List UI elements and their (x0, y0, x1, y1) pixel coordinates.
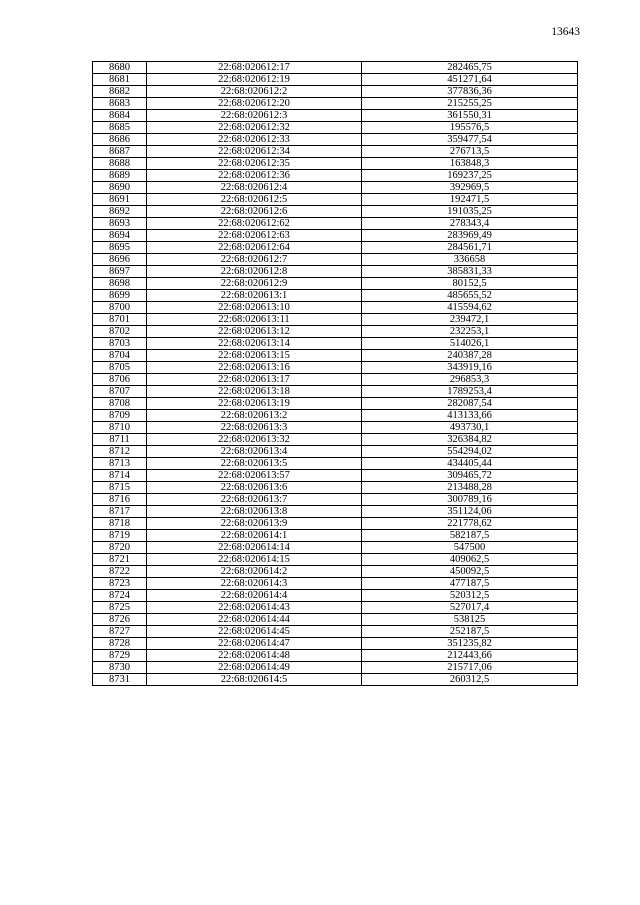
table-row (93, 218, 578, 230)
cadastral-number-cell: 22:68:020612:6 (147, 206, 362, 218)
row-number-cell: 8693 (93, 218, 147, 230)
value-cell: 413133,66 (362, 410, 578, 422)
value-cell: 239472,1 (362, 314, 578, 326)
table-row (93, 590, 578, 602)
value-cell: 485655,52 (362, 290, 578, 302)
value-cell: 192471,5 (362, 194, 578, 206)
value-cell: 282465,75 (362, 62, 578, 74)
row-number-cell: 8702 (93, 326, 147, 338)
table-row (93, 158, 578, 170)
cadastral-number-cell: 22:68:020612:8 (147, 266, 362, 278)
value-cell: 409062,5 (362, 554, 578, 566)
row-number-cell: 8692 (93, 206, 147, 218)
table-row (93, 470, 578, 482)
row-number-cell: 8694 (93, 230, 147, 242)
value-cell: 582187,5 (362, 530, 578, 542)
cadastral-number-cell: 22:68:020613:4 (147, 446, 362, 458)
row-number-cell: 8726 (93, 614, 147, 626)
row-number-cell: 8684 (93, 110, 147, 122)
value-cell: 215717,06 (362, 662, 578, 674)
page-number: 13643 (551, 26, 580, 38)
cadastral-number-cell: 22:68:020612:33 (147, 134, 362, 146)
value-cell: 300789,16 (362, 494, 578, 506)
row-number-cell: 8701 (93, 314, 147, 326)
cadastral-number-cell: 22:68:020613:10 (147, 302, 362, 314)
cadastral-number-cell: 22:68:020614:49 (147, 662, 362, 674)
value-cell: 450092,5 (362, 566, 578, 578)
cadastral-number-cell: 22:68:020614:1 (147, 530, 362, 542)
cadastral-number-cell: 22:68:020613:6 (147, 482, 362, 494)
cadastral-number-cell: 22:68:020614:44 (147, 614, 362, 626)
value-cell: 538125 (362, 614, 578, 626)
table-row (93, 326, 578, 338)
value-cell: 163848,3 (362, 158, 578, 170)
table-row (93, 662, 578, 674)
table-row (93, 602, 578, 614)
table-row (93, 350, 578, 362)
cadastral-number-cell: 22:68:020614:48 (147, 650, 362, 662)
cadastral-number-cell: 22:68:020612:19 (147, 74, 362, 86)
row-number-cell: 8708 (93, 398, 147, 410)
table-row (93, 386, 578, 398)
row-number-cell: 8713 (93, 458, 147, 470)
cadastral-number-cell: 22:68:020613:2 (147, 410, 362, 422)
value-cell: 336658 (362, 254, 578, 266)
row-number-cell: 8681 (93, 74, 147, 86)
table-row (93, 542, 578, 554)
row-number-cell: 8699 (93, 290, 147, 302)
value-cell: 191035,25 (362, 206, 578, 218)
row-number-cell: 8720 (93, 542, 147, 554)
cadastral-number-cell: 22:68:020613:14 (147, 338, 362, 350)
value-cell: 554294,02 (362, 446, 578, 458)
value-cell: 240387,28 (362, 350, 578, 362)
table-row (93, 458, 578, 470)
value-cell: 493730,1 (362, 422, 578, 434)
value-cell: 276713,5 (362, 146, 578, 158)
row-number-cell: 8680 (93, 62, 147, 74)
cadastral-number-cell: 22:68:020612:36 (147, 170, 362, 182)
row-number-cell: 8690 (93, 182, 147, 194)
table-row (93, 434, 578, 446)
value-cell: 283969,49 (362, 230, 578, 242)
table-row (93, 146, 578, 158)
table-row (93, 242, 578, 254)
cadastral-number-cell: 22:68:020612:3 (147, 110, 362, 122)
cadastral-number-cell: 22:68:020614:2 (147, 566, 362, 578)
row-number-cell: 8689 (93, 170, 147, 182)
cadastral-number-cell: 22:68:020612:62 (147, 218, 362, 230)
value-cell: 351235,82 (362, 638, 578, 650)
row-number-cell: 8725 (93, 602, 147, 614)
cadastral-number-cell: 22:68:020612:32 (147, 122, 362, 134)
row-number-cell: 8716 (93, 494, 147, 506)
row-number-cell: 8710 (93, 422, 147, 434)
cadastral-number-cell: 22:68:020614:3 (147, 578, 362, 590)
table-row (93, 626, 578, 638)
value-cell: 1789253,4 (362, 386, 578, 398)
cadastral-number-cell: 22:68:020613:7 (147, 494, 362, 506)
row-number-cell: 8688 (93, 158, 147, 170)
value-cell: 195576,5 (362, 122, 578, 134)
row-number-cell: 8719 (93, 530, 147, 542)
value-cell: 377836,36 (362, 86, 578, 98)
table-row (93, 62, 578, 74)
table-row (93, 74, 578, 86)
row-number-cell: 8682 (93, 86, 147, 98)
row-number-cell: 8696 (93, 254, 147, 266)
row-number-cell: 8721 (93, 554, 147, 566)
row-number-cell: 8729 (93, 650, 147, 662)
table-row (93, 506, 578, 518)
value-cell: 212443,66 (362, 650, 578, 662)
value-cell: 392969,5 (362, 182, 578, 194)
table-row (93, 374, 578, 386)
value-cell: 477187,5 (362, 578, 578, 590)
table-row (93, 398, 578, 410)
table-row (93, 314, 578, 326)
cadastral-number-cell: 22:68:020612:2 (147, 86, 362, 98)
row-number-cell: 8707 (93, 386, 147, 398)
value-cell: 296853,3 (362, 374, 578, 386)
row-number-cell: 8709 (93, 410, 147, 422)
table-row (93, 290, 578, 302)
table-row (93, 110, 578, 122)
row-number-cell: 8685 (93, 122, 147, 134)
value-cell: 213488,28 (362, 482, 578, 494)
row-number-cell: 8715 (93, 482, 147, 494)
table-row (93, 338, 578, 350)
value-cell: 514026,1 (362, 338, 578, 350)
cadastral-number-cell: 22:68:020612:4 (147, 182, 362, 194)
table-row (93, 422, 578, 434)
cadastral-number-cell: 22:68:020613:17 (147, 374, 362, 386)
cadastral-number-cell: 22:68:020613:18 (147, 386, 362, 398)
row-number-cell: 8695 (93, 242, 147, 254)
table-row (93, 206, 578, 218)
value-cell: 351124,06 (362, 506, 578, 518)
table-row (93, 86, 578, 98)
table-row (93, 410, 578, 422)
cadastral-number-cell: 22:68:020613:12 (147, 326, 362, 338)
table-row (93, 230, 578, 242)
table-row (93, 302, 578, 314)
row-number-cell: 8706 (93, 374, 147, 386)
row-number-cell: 8703 (93, 338, 147, 350)
table-row (93, 134, 578, 146)
table-row (93, 446, 578, 458)
cadastral-number-cell: 22:68:020614:5 (147, 674, 362, 686)
cadastral-number-cell: 22:68:020614:47 (147, 638, 362, 650)
cadastral-number-cell: 22:68:020613:32 (147, 434, 362, 446)
row-number-cell: 8728 (93, 638, 147, 650)
row-number-cell: 8700 (93, 302, 147, 314)
cadastral-number-cell: 22:68:020612:17 (147, 62, 362, 74)
table-row (93, 170, 578, 182)
table-row (93, 566, 578, 578)
table-row (93, 494, 578, 506)
cadastral-number-cell: 22:68:020612:9 (147, 278, 362, 290)
table-row (93, 614, 578, 626)
cadastral-number-cell: 22:68:020612:64 (147, 242, 362, 254)
value-cell: 527017,4 (362, 602, 578, 614)
table-row (93, 518, 578, 530)
value-cell: 278343,4 (362, 218, 578, 230)
cadastral-number-cell: 22:68:020613:5 (147, 458, 362, 470)
value-cell: 284561,71 (362, 242, 578, 254)
row-number-cell: 8714 (93, 470, 147, 482)
value-cell: 520312,5 (362, 590, 578, 602)
table-row (93, 650, 578, 662)
row-number-cell: 8724 (93, 590, 147, 602)
value-cell: 451271,64 (362, 74, 578, 86)
row-number-cell: 8718 (93, 518, 147, 530)
table-row (93, 122, 578, 134)
data-table (92, 61, 578, 686)
cadastral-number-cell: 22:68:020613:9 (147, 518, 362, 530)
value-cell: 326384,82 (362, 434, 578, 446)
cadastral-number-cell: 22:68:020613:57 (147, 470, 362, 482)
row-number-cell: 8722 (93, 566, 147, 578)
value-cell: 221778,62 (362, 518, 578, 530)
cadastral-number-cell: 22:68:020614:14 (147, 542, 362, 554)
value-cell: 361550,31 (362, 110, 578, 122)
row-number-cell: 8731 (93, 674, 147, 686)
value-cell: 434405,44 (362, 458, 578, 470)
cadastral-number-cell: 22:68:020612:35 (147, 158, 362, 170)
row-number-cell: 8712 (93, 446, 147, 458)
row-number-cell: 8730 (93, 662, 147, 674)
table-row (93, 530, 578, 542)
table-row (93, 578, 578, 590)
cadastral-number-cell: 22:68:020614:43 (147, 602, 362, 614)
table-row (93, 554, 578, 566)
table-row (93, 362, 578, 374)
cadastral-number-cell: 22:68:020613:15 (147, 350, 362, 362)
cadastral-number-cell: 22:68:020614:15 (147, 554, 362, 566)
row-number-cell: 8711 (93, 434, 147, 446)
row-number-cell: 8683 (93, 98, 147, 110)
value-cell: 547500 (362, 542, 578, 554)
cadastral-number-cell: 22:68:020613:1 (147, 290, 362, 302)
value-cell: 415594,62 (362, 302, 578, 314)
cadastral-number-cell: 22:68:020612:63 (147, 230, 362, 242)
value-cell: 215255,25 (362, 98, 578, 110)
cadastral-number-cell: 22:68:020612:34 (147, 146, 362, 158)
row-number-cell: 8717 (93, 506, 147, 518)
table-row (93, 482, 578, 494)
cadastral-number-cell: 22:68:020613:3 (147, 422, 362, 434)
table-row (93, 254, 578, 266)
row-number-cell: 8705 (93, 362, 147, 374)
value-cell: 385831,33 (362, 266, 578, 278)
value-cell: 80152,5 (362, 278, 578, 290)
value-cell: 260312,5 (362, 674, 578, 686)
value-cell: 252187,5 (362, 626, 578, 638)
value-cell: 282087,54 (362, 398, 578, 410)
row-number-cell: 8723 (93, 578, 147, 590)
value-cell: 359477,54 (362, 134, 578, 146)
table-row (93, 266, 578, 278)
row-number-cell: 8686 (93, 134, 147, 146)
cadastral-number-cell: 22:68:020612:20 (147, 98, 362, 110)
cadastral-number-cell: 22:68:020613:16 (147, 362, 362, 374)
row-number-cell: 8691 (93, 194, 147, 206)
row-number-cell: 8704 (93, 350, 147, 362)
row-number-cell: 8687 (93, 146, 147, 158)
table-row (93, 674, 578, 686)
cadastral-number-cell: 22:68:020613:19 (147, 398, 362, 410)
table-row (93, 98, 578, 110)
value-cell: 232253,1 (362, 326, 578, 338)
table-row (93, 638, 578, 650)
cadastral-number-cell: 22:68:020614:4 (147, 590, 362, 602)
table-row (93, 182, 578, 194)
cadastral-number-cell: 22:68:020612:5 (147, 194, 362, 206)
value-cell: 169237,25 (362, 170, 578, 182)
cadastral-number-cell: 22:68:020614:45 (147, 626, 362, 638)
value-cell: 309465,72 (362, 470, 578, 482)
cadastral-number-cell: 22:68:020613:8 (147, 506, 362, 518)
table-body (93, 62, 578, 686)
table-row (93, 194, 578, 206)
table-row (93, 278, 578, 290)
row-number-cell: 8697 (93, 266, 147, 278)
value-cell: 343919,16 (362, 362, 578, 374)
cadastral-number-cell: 22:68:020612:7 (147, 254, 362, 266)
cadastral-number-cell: 22:68:020613:11 (147, 314, 362, 326)
row-number-cell: 8698 (93, 278, 147, 290)
row-number-cell: 8727 (93, 626, 147, 638)
